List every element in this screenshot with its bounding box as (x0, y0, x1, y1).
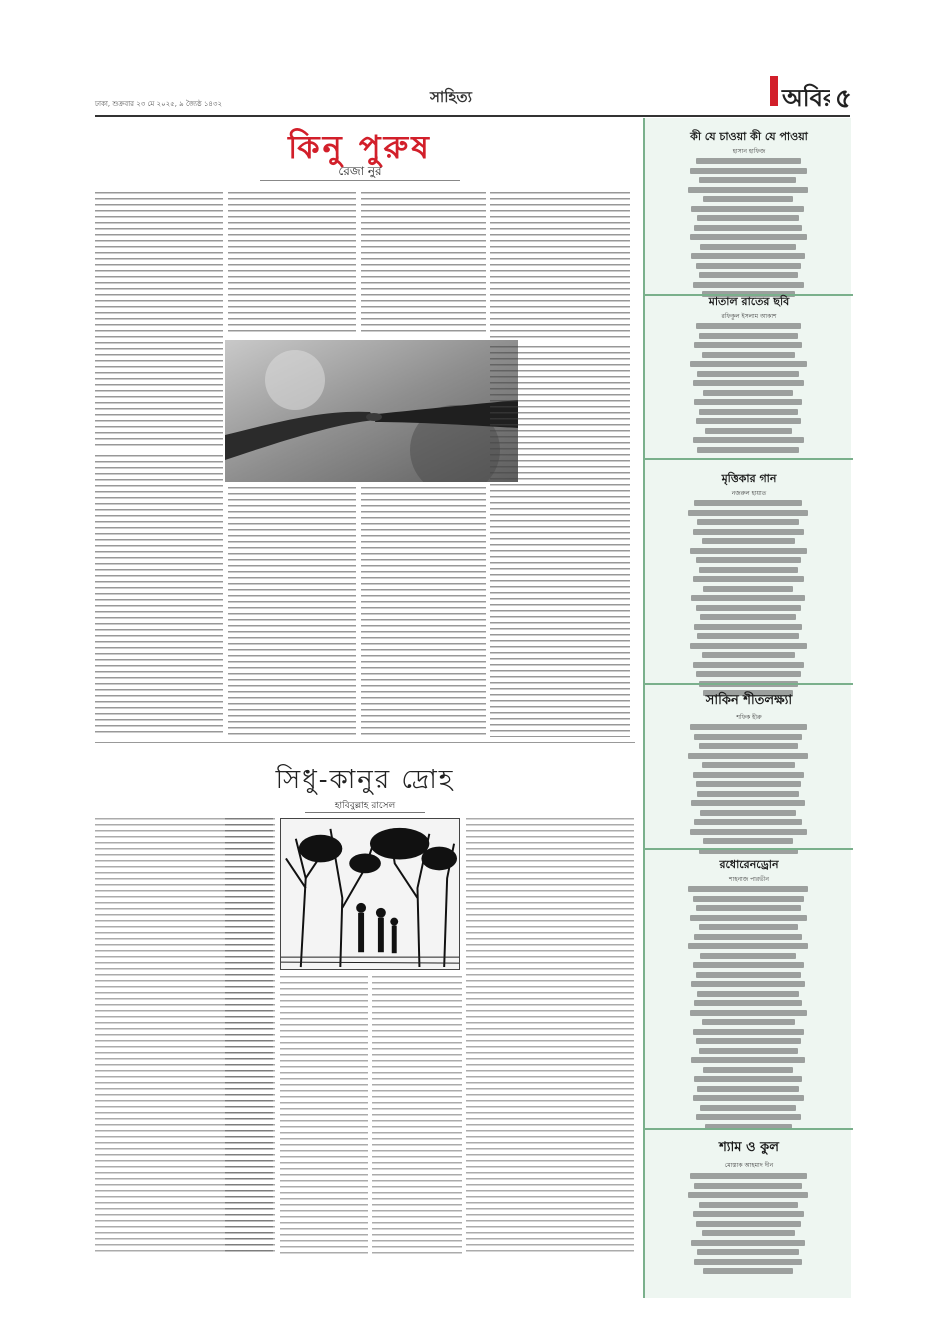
story1-text-block (228, 192, 356, 335)
story2-title: সিধু-কানুর দ্রোহ (275, 765, 455, 795)
author-rule (305, 812, 425, 813)
story2-text-block (466, 818, 634, 1254)
logo-wordmark: অবি (782, 83, 824, 112)
poem-title: মাতাল রাতের ছবি (708, 295, 790, 308)
newspaper-logo (770, 72, 830, 114)
story2-text-block (225, 818, 275, 1254)
sidebar-divider (645, 1128, 853, 1130)
story2-text-block (280, 976, 368, 1254)
poem-title: রধোরেনড্রোন (719, 858, 779, 871)
section-divider (95, 742, 635, 743)
author-rule (260, 180, 460, 181)
story1-text-block (95, 455, 223, 737)
sidebar-divider (645, 848, 853, 850)
header-rule (95, 115, 850, 117)
poem-poet: মোস্তাক আহমাদ দীন (724, 1162, 774, 1169)
story1-author: রেজা নুর (338, 164, 382, 178)
poem-body (673, 1173, 823, 1278)
story2-woodcut-illustration (280, 818, 460, 970)
poetry-sidebar (643, 118, 851, 1298)
story2-author: হাবিবুল্লাহ রাসেল (334, 801, 396, 811)
story1-text-block (361, 192, 486, 335)
story1-text-block (228, 487, 356, 737)
poem-body (673, 724, 823, 857)
poem-poet: রফিকুল ইসলাম আকাশ (721, 313, 777, 320)
story1-photo (225, 340, 518, 482)
dateline: ঢাকা, শুক্রবার ২৩ মে ২০২৫, ৯ জ্যৈষ্ঠ ১৪৩২ (95, 100, 223, 108)
poem-title: সাকিন শীতলক্ষ্যা (705, 693, 793, 708)
story1-text-block (490, 192, 630, 342)
poem-poet: শাহনাজ পারভীন (729, 876, 769, 883)
poem-title: মৃত্তিকার গান (721, 472, 777, 485)
story2-text-block (372, 976, 462, 1254)
poem-title: শ্যাম ও কুল (719, 1140, 779, 1155)
poem-body (673, 886, 823, 1133)
poem-body (673, 323, 823, 456)
story1-title: কিনু পুরুষ (288, 128, 432, 166)
poem-body (673, 500, 823, 700)
poem-poet: নজরুল হায়াত (731, 490, 767, 497)
story1-text-block (361, 487, 486, 737)
poem-poet: শফিক হীরু (736, 714, 762, 721)
poem-body (673, 158, 823, 301)
story1-text-block (95, 192, 223, 450)
story1-text-block (490, 346, 630, 737)
poem-title: কী যে চাওয়া কী যে পাওয়া (690, 130, 808, 143)
section-title: সাহিত্য (430, 88, 473, 106)
sidebar-divider (645, 458, 853, 460)
page-number: ৫ (835, 84, 852, 114)
poem-poet: হাসান হাফিজ (732, 148, 766, 155)
sidebar-divider (645, 683, 853, 685)
